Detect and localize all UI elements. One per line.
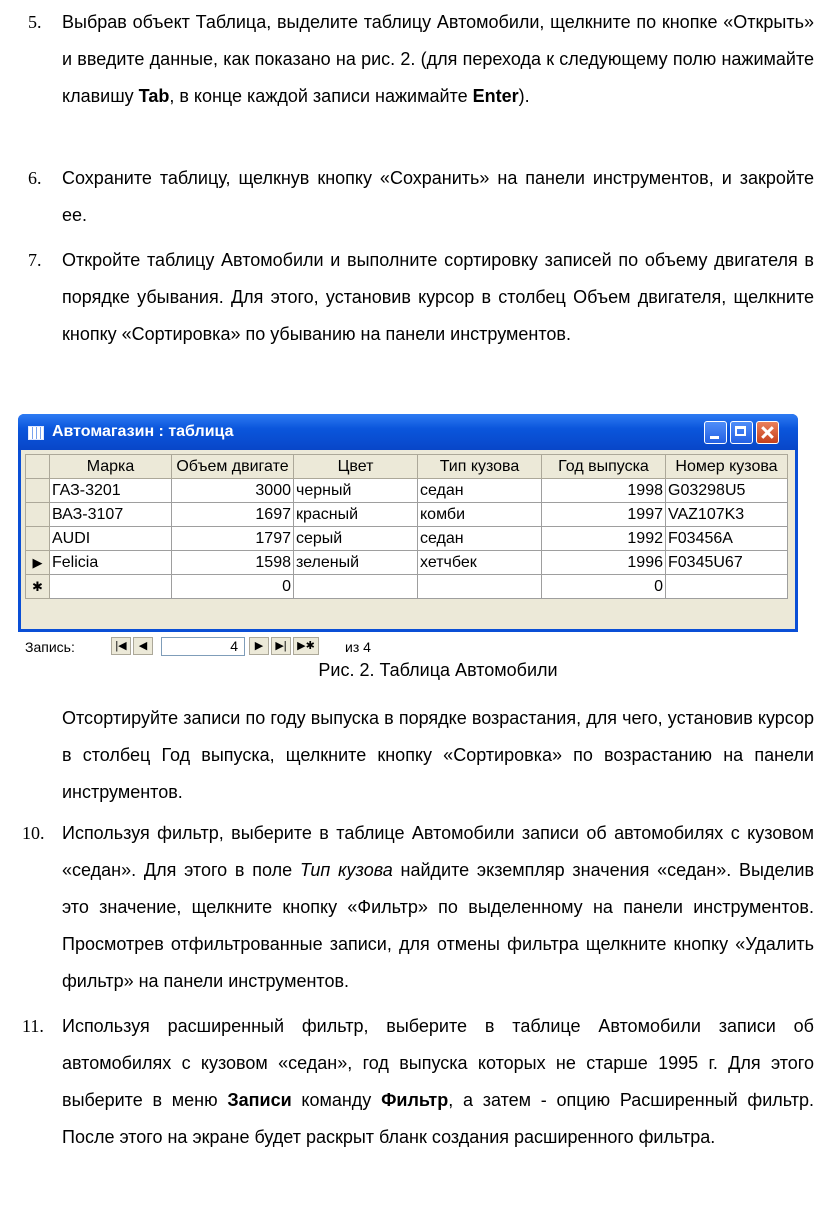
table-row — [26, 479, 788, 503]
column-header[interactable]: Марка — [50, 455, 172, 479]
figure-caption: Рис. 2. Таблица Автомобили — [318, 660, 558, 680]
table-cell[interactable]: 1996 — [542, 551, 666, 575]
record-number-input[interactable]: 4 — [161, 637, 245, 656]
table-cell[interactable]: 1697 — [172, 503, 294, 527]
previous-record-button[interactable]: ◀ — [133, 637, 153, 655]
table-cell[interactable]: ВАЗ-3107 — [50, 503, 172, 527]
next-record-button[interactable]: ▶ — [249, 637, 269, 655]
column-header[interactable]: Тип кузова — [418, 455, 542, 479]
table-row-current — [26, 551, 788, 575]
record-count: из 4 — [345, 639, 371, 655]
maximize-button[interactable] — [730, 421, 753, 444]
table-cell[interactable]: комби — [418, 503, 542, 527]
column-header[interactable]: Объем двигате — [172, 455, 294, 479]
item-number: 6. — [28, 168, 42, 188]
column-header[interactable]: Номер кузова — [666, 455, 788, 479]
item-number: 5. — [28, 12, 42, 32]
table-cell[interactable]: черный — [294, 479, 418, 503]
table-row — [26, 503, 788, 527]
table-cell[interactable] — [418, 575, 542, 599]
first-record-button[interactable]: |◀ — [111, 637, 131, 655]
close-button[interactable] — [756, 421, 779, 444]
item-text: Сохраните таблицу, щелкнув кнопку «Сохранить» на панели инструментов, и закройте ее. — [62, 168, 814, 225]
paragraph-text: Отсортируйте записи по году выпуска в порядке возрастания, для чего, установив курсор в столбец Год выпуска, щелкните кнопку «Сортировка» по возрастанию на панели инструментов. — [62, 708, 814, 802]
table-cell[interactable]: Felicia — [50, 551, 172, 575]
row-selector[interactable] — [26, 479, 50, 503]
item-text: Используя фильтр, выберите в таблице Автомобили записи об автомобилях с кузовом «седан». Для этого в поле Тип кузова найдите экземпляр значения «седан». Выделив это значение, щелкните кнопку «Фильтр» по выделенному на панели инструментов. Просмотрев отфильтрованные записи, для отмены фильтра щелкните кнопку «Удалить фильтр» на панели инструментов. — [62, 823, 815, 991]
table-cell[interactable]: F03456A — [666, 527, 788, 551]
corner-selector[interactable] — [26, 455, 50, 479]
table-cell[interactable]: VAZ107K3 — [666, 503, 788, 527]
table-row-new — [26, 575, 788, 599]
row-selector[interactable] — [26, 503, 50, 527]
item-number: 10. — [22, 823, 45, 843]
item-text: Откройте таблицу Автомобили и выполните сортировку записей по объему двигателя в порядке убывания. Для этого, установив курсор в столбец Объем двигателя, щелкните кнопку «Сортировка» по убыванию на панели инструментов. — [62, 250, 814, 344]
table-cell[interactable]: седан — [418, 479, 542, 503]
table-cell[interactable]: 1997 — [542, 503, 666, 527]
table-row — [26, 527, 788, 551]
record-navigator — [25, 635, 785, 657]
table-cell[interactable]: седан — [418, 527, 542, 551]
table-cell[interactable] — [666, 575, 788, 599]
datasheet — [21, 450, 795, 655]
new-record-icon[interactable]: ✱ — [26, 575, 50, 599]
table-cell[interactable]: G03298U5 — [666, 479, 788, 503]
table-cell[interactable] — [294, 575, 418, 599]
table-cell[interactable]: 1598 — [172, 551, 294, 575]
item-text: Выбрав объект Таблица, выделите таблицу Автомобили, щелкните по кнопке «Открыть» и введите данные, как показано на рис. 2. (для перехода к следующему полю нажимайте клавишу Tab, в конце каждой записи нажимайте Enter). — [62, 12, 814, 106]
table-cell[interactable]: 3000 — [172, 479, 294, 503]
window-title: Автомагазин : таблица — [52, 423, 234, 440]
table-cell[interactable]: AUDI — [50, 527, 172, 551]
table-icon — [28, 426, 44, 440]
table-cell[interactable]: красный — [294, 503, 418, 527]
table-cell[interactable]: 0 — [172, 575, 294, 599]
table-cell[interactable] — [50, 575, 172, 599]
minimize-button[interactable] — [704, 421, 727, 444]
table-cell[interactable]: 0 — [542, 575, 666, 599]
item-number: 7. — [28, 250, 42, 270]
column-header[interactable]: Цвет — [294, 455, 418, 479]
current-record-icon[interactable]: ▶ — [26, 551, 50, 575]
window-titlebar[interactable] — [18, 414, 798, 450]
table-cell[interactable]: 1998 — [542, 479, 666, 503]
table-cell[interactable]: 1992 — [542, 527, 666, 551]
table-cell[interactable]: хетчбек — [418, 551, 542, 575]
row-selector[interactable] — [26, 527, 50, 551]
table-cell[interactable]: серый — [294, 527, 418, 551]
table-cell[interactable]: F0345U67 — [666, 551, 788, 575]
new-record-button[interactable]: ▶✱ — [293, 637, 319, 655]
last-record-button[interactable]: ▶| — [271, 637, 291, 655]
table-window — [18, 414, 798, 655]
item-text: Используя расширенный фильтр, выберите в таблице Автомобили записи об автомобилях с кузовом «седан», год выпуска которых не старше 1995 г. Для этого выберите в меню Записи команду Фильтр, а затем - опцию Расширенный фильтр. После этого на экране будет раскрыт бланк создания расширенного фильтра. — [62, 1016, 814, 1147]
data-table — [25, 454, 788, 599]
header-row — [26, 455, 788, 479]
table-cell[interactable]: зеленый — [294, 551, 418, 575]
record-label: Запись: — [25, 639, 75, 655]
column-header[interactable]: Год выпуска — [542, 455, 666, 479]
table-cell[interactable]: ГАЗ-3201 — [50, 479, 172, 503]
item-number: 11. — [22, 1016, 44, 1036]
table-cell[interactable]: 1797 — [172, 527, 294, 551]
